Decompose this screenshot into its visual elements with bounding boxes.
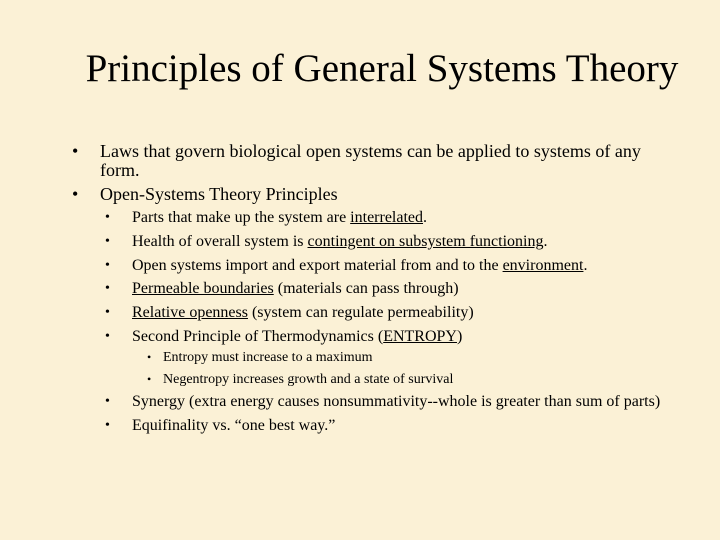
bullet-icon: •: [105, 417, 110, 433]
bullet-icon: •: [72, 141, 79, 161]
bullet-icon: •: [105, 233, 110, 249]
principle-relative-openness: [100, 304, 682, 322]
principle-permeable-boundaries: [100, 280, 682, 298]
principle-equifinality: [100, 417, 682, 435]
underlined-term: Relative openness: [132, 304, 248, 322]
principle-text: Parts that make up the system are: [132, 209, 351, 226]
underlined-term: ENTROPY: [383, 327, 457, 345]
bullet-text-open-systems: Open-Systems Theory Principles: [100, 184, 338, 204]
principle-interrelated: [100, 209, 682, 227]
slide-content: [72, 142, 682, 440]
principle-text: ): [456, 327, 463, 345]
underlined-term: contingent on subsystem functioning: [307, 232, 544, 250]
principle-text: .: [423, 209, 428, 226]
negentropy-text: Negentropy increases growth and a state of survival: [163, 371, 454, 387]
bullet-icon: •: [105, 328, 110, 344]
principles-list: [100, 209, 682, 435]
principle-environment: [100, 257, 682, 275]
bullet-icon: •: [105, 257, 110, 273]
principle-text: Second Principle of Thermodynamics (: [132, 327, 384, 345]
principle-thermodynamics: [100, 328, 682, 388]
bullet-icon: •: [105, 393, 110, 409]
bullet-icon: •: [105, 210, 110, 225]
underlined-term: Permeable boundaries: [132, 280, 274, 298]
bullet-text-laws: Laws that govern biological open systems can be applied to systems of any form.: [100, 141, 641, 180]
bullet-icon: •: [147, 349, 152, 364]
bullet-icon: •: [147, 371, 152, 386]
principle-text: Health of overall system is: [132, 232, 308, 250]
bullet-point-laws: [72, 142, 682, 180]
principle-text: .: [543, 232, 548, 250]
principle-health: [100, 233, 682, 251]
bullet-icon: •: [105, 305, 110, 321]
main-bullet-list: [72, 142, 682, 435]
principle-text: (materials can pass through): [273, 280, 459, 298]
principle-text: Synergy (extra energy causes nonsummativity--whole is greater than sum of parts): [132, 392, 661, 410]
entropy-list: [132, 349, 682, 388]
negentropy-item: [132, 371, 682, 388]
underlined-term: interrelated: [350, 209, 424, 226]
principle-text: (system can regulate permeability): [247, 304, 474, 322]
bullet-icon: •: [72, 184, 79, 204]
principle-text: .: [583, 256, 588, 274]
principle-synergy: [100, 393, 682, 411]
bullet-icon: •: [105, 281, 110, 297]
underlined-term: environment: [502, 256, 584, 274]
principle-text: Equifinality vs. “one best way.”: [132, 416, 336, 434]
entropy-text: Entropy must increase to a maximum: [163, 349, 373, 365]
bullet-point-open-systems: [72, 185, 682, 435]
entropy-item: [132, 349, 682, 366]
principle-text: Open systems import and export material from and to the: [132, 256, 503, 274]
slide-title: Principles of General Systems Theory: [85, 47, 679, 90]
